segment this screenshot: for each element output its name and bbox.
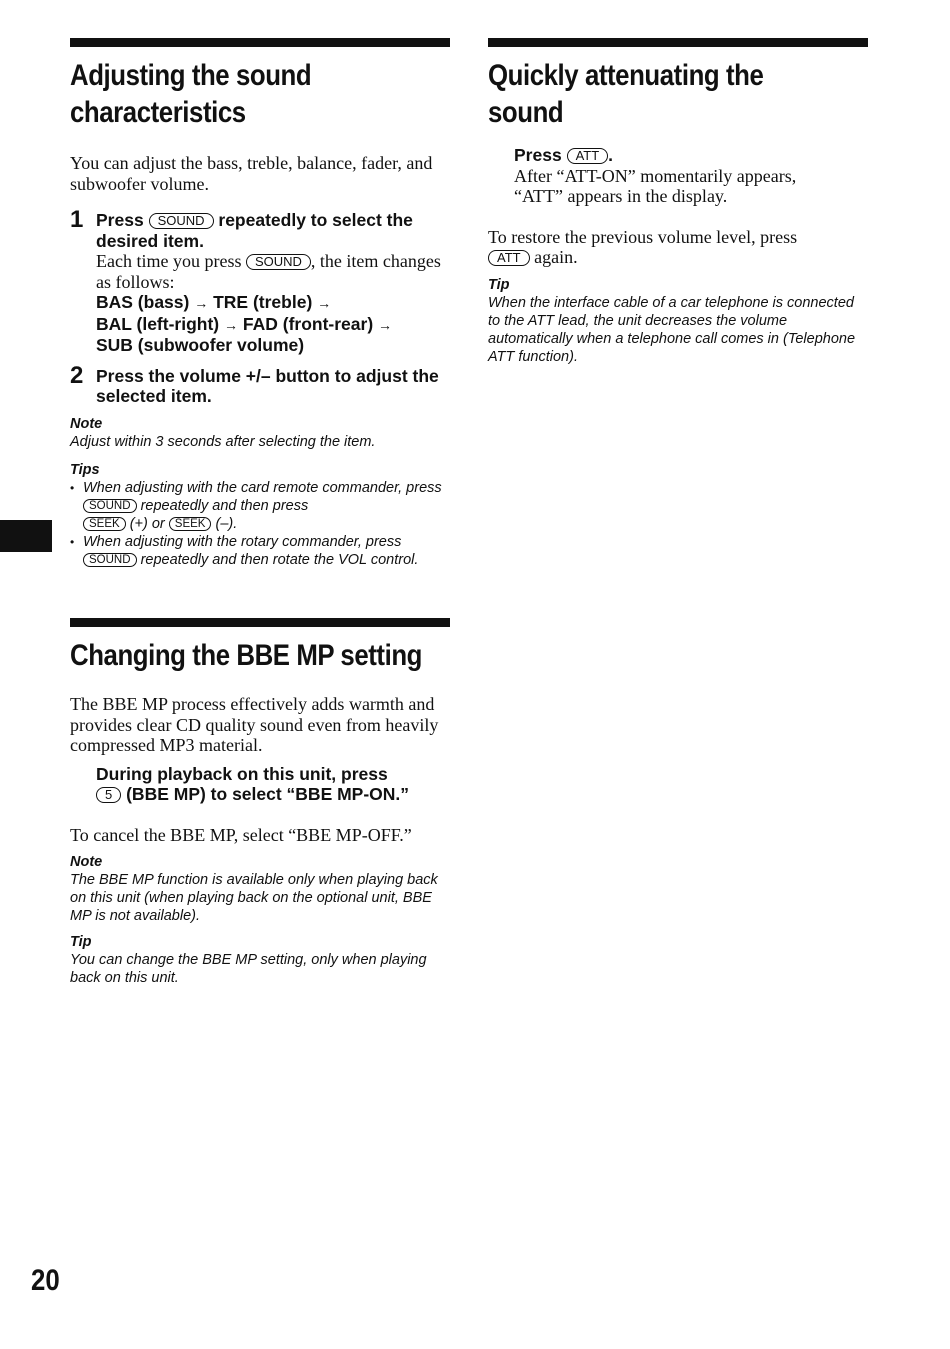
bbe-instruction: During playback on this unit, press 5 (BBE MP) to select “BBE MP-ON.” — [96, 763, 410, 804]
att-button-icon: ATT — [567, 148, 609, 164]
step-body: Each time you press SOUND , the item changes as follows: — [96, 251, 441, 292]
intro-text: You can adjust the bass, treble, balance, fader, and subwoofer volume. — [70, 153, 433, 194]
att-result-text: After “ATT-ON” momentarily appears, “ATT” appears in the display. — [514, 165, 797, 206]
section-rule — [70, 38, 450, 47]
restore-text: To restore the previous volume level, press ATT again. — [488, 226, 798, 267]
tip-heading: Tip — [70, 934, 92, 950]
note-text: The BBE MP function is available only when playing back on this unit (when playing back on the optional unit, BBE MP is not available). — [70, 872, 438, 924]
sound-button-icon: SOUND — [246, 254, 311, 270]
section-title: Changing the BBE MP setting — [70, 639, 422, 672]
section-rule — [488, 38, 868, 47]
sound-button-icon: SOUND — [83, 499, 137, 513]
intro-text: The BBE MP process effectively adds warmth and provides clear CD quality sound even from heavily compressed MP3 material. — [70, 694, 439, 755]
note-heading: Note — [70, 415, 103, 432]
arrow-right-icon: → — [194, 295, 209, 311]
section-bbe-mp — [70, 618, 450, 987]
item-sequence: BAS (bass) → TRE (treble) → BAL (left-right) → FAD (front-rear) → SUB (subwoofer volume) — [96, 292, 393, 355]
section-title: Adjusting the sound characteristics — [70, 59, 312, 129]
cancel-text: To cancel the BBE MP, select “BBE MP-OFF.” — [70, 824, 412, 845]
note-text: Adjust within 3 seconds after selecting the item. — [70, 433, 376, 450]
tips-heading: Tips — [70, 461, 100, 478]
chapter-tab-marker — [0, 520, 52, 552]
tip-text: You can change the BBE MP setting, only when playing back on this unit. — [70, 952, 427, 986]
tip-heading: Tip — [488, 276, 510, 293]
arrow-right-icon: → — [317, 295, 332, 311]
step-1 — [70, 206, 450, 356]
section-rule — [70, 618, 450, 627]
section-adjust-sound — [70, 38, 450, 569]
step-instruction: Press SOUND repeatedly to select the desired item. — [96, 210, 413, 251]
att-button-icon: ATT — [488, 250, 530, 266]
seek-button-icon: SEEK — [83, 517, 126, 531]
sound-button-icon: SOUND — [149, 213, 214, 229]
step-number: 1 — [70, 206, 84, 233]
section-attenuate — [488, 38, 868, 366]
step-2 — [70, 361, 450, 407]
tip-item: • When adjusting with the card remote commander, press SOUND repeatedly and then press SEEK (+) or SEEK (–). — [70, 479, 450, 533]
button-5-icon: 5 — [96, 787, 121, 803]
step-instruction: Press the volume +/– button to adjust the selected item. — [96, 365, 439, 406]
arrow-right-icon: → — [224, 316, 238, 333]
tip-item: • When adjusting with the rotary commander, press SOUND repeatedly and then rotate the VOL control. — [70, 533, 450, 569]
section-title: Quickly attenuating the sound — [488, 59, 764, 129]
tip-text: When the interface cable of a car telephone is connected to the ATT lead, the unit decreases the volume automatically when a telephone call comes in (Telephone ATT function). — [488, 294, 856, 365]
sound-button-icon: SOUND — [83, 553, 137, 567]
seek-button-icon: SEEK — [169, 517, 212, 531]
note-heading: Note — [70, 854, 103, 870]
step-number: 2 — [70, 361, 84, 389]
arrow-right-icon: → — [378, 316, 393, 333]
page-number: 20 — [31, 1264, 60, 1297]
att-instruction: Press ATT . — [514, 145, 614, 165]
